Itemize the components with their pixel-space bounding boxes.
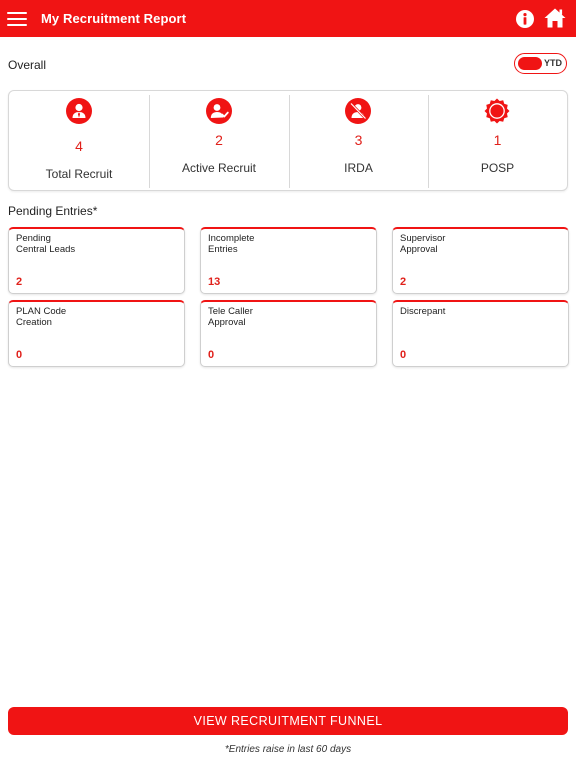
stat-label: POSP bbox=[480, 161, 515, 175]
entry-label: PLAN Code Creation bbox=[16, 306, 67, 328]
stat-active-recruit[interactable] bbox=[149, 91, 289, 192]
stat-count: 2 bbox=[215, 132, 223, 148]
entry-tele-caller-approval[interactable] bbox=[200, 300, 377, 367]
toggle-knob bbox=[518, 57, 542, 70]
ytd-toggle[interactable] bbox=[514, 53, 567, 74]
badge-seal-icon bbox=[484, 98, 510, 124]
footnote: *Entries raise in last 60 days bbox=[224, 744, 352, 755]
entry-count: 13 bbox=[208, 276, 221, 288]
entry-count: 0 bbox=[16, 349, 23, 361]
entry-label: Pending Central Leads bbox=[16, 233, 76, 255]
page-title: My Recruitment Report bbox=[41, 11, 187, 26]
active-user-check-icon bbox=[206, 98, 232, 124]
entry-count: 2 bbox=[400, 276, 407, 288]
overall-label: Overall bbox=[8, 58, 47, 72]
hamburger-menu-icon[interactable] bbox=[7, 11, 27, 27]
stat-count: 1 bbox=[493, 132, 502, 148]
app-header bbox=[0, 0, 576, 37]
stat-label: Active Recruit bbox=[181, 161, 257, 175]
pending-entries-title: Pending Entries* bbox=[8, 204, 98, 218]
entry-pending-central-leads[interactable] bbox=[8, 227, 185, 294]
entry-count: 2 bbox=[16, 276, 23, 288]
entry-count: 0 bbox=[400, 349, 407, 361]
entry-label: Incomplete Entries bbox=[208, 233, 255, 255]
stat-total-recruit[interactable] bbox=[9, 91, 149, 192]
entry-label: Tele Caller Approval bbox=[208, 306, 253, 328]
entry-label: Discrepant bbox=[400, 306, 446, 317]
entry-supervisor-approval[interactable] bbox=[392, 227, 569, 294]
info-icon[interactable] bbox=[516, 10, 534, 28]
stat-count: 3 bbox=[354, 132, 363, 148]
ytd-toggle-label: YTD bbox=[544, 58, 562, 68]
stat-label: IRDA bbox=[344, 161, 373, 175]
entry-discrepant[interactable] bbox=[392, 300, 569, 367]
home-icon[interactable] bbox=[544, 7, 566, 29]
summary-stats-card bbox=[8, 90, 568, 191]
stat-posp[interactable] bbox=[428, 91, 567, 192]
user-blocked-icon bbox=[345, 98, 371, 124]
view-recruitment-funnel-button[interactable]: VIEW RECRUITMENT FUNNEL bbox=[8, 707, 568, 735]
entry-count: 0 bbox=[208, 349, 215, 361]
recruit-person-icon bbox=[66, 98, 92, 124]
entry-plan-code-creation[interactable] bbox=[8, 300, 185, 367]
entry-incomplete-entries[interactable] bbox=[200, 227, 377, 294]
stat-count: 4 bbox=[75, 138, 83, 154]
entry-label: Supervisor Approval bbox=[400, 233, 446, 255]
stat-irda[interactable] bbox=[289, 91, 428, 192]
stat-label: Total Recruit bbox=[45, 167, 113, 181]
